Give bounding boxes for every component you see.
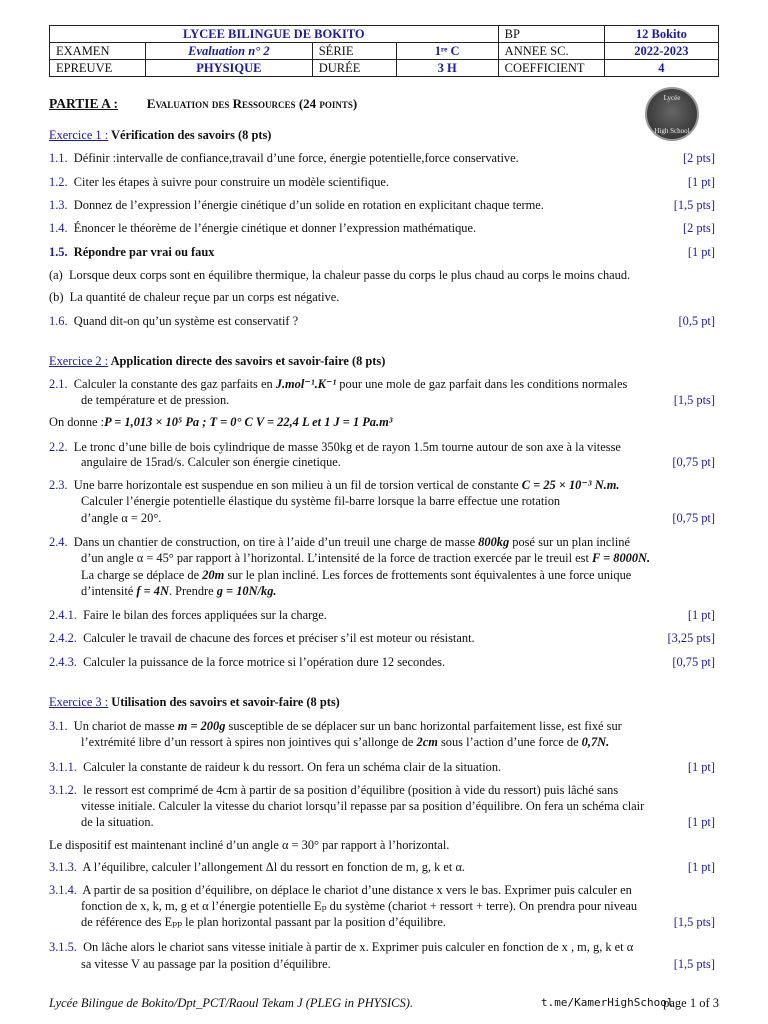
question-text: susceptible de se déplacer sur un banc horizontal parfaitement lisse, est fixé sur [225, 719, 622, 733]
exercice-1-title: Vérification des savoirs (8 pts) [111, 128, 272, 142]
header-table [49, 25, 719, 77]
formula: F = 8000N. [591, 551, 651, 565]
question-3-1-4-cont2: de référence des Eₚₚ le plan horizontal passant par la position d’équilibre. [81, 915, 446, 929]
partie-label: PARTIE A : [49, 96, 119, 111]
serie-value: 1ʳᵉ C [396, 43, 498, 60]
question-text: Énoncer le théorème de l’énergie cinétique et donner l’expression mathématique. [73, 221, 477, 235]
question-2-4-1 [49, 608, 715, 623]
question-2-1 [49, 377, 715, 392]
question-3-1-4 [49, 883, 715, 898]
question-number: 3.1.4. [49, 883, 77, 897]
points: [0,75 pt] [672, 655, 715, 669]
question-3-1-4-cont: fonction de x, k, m, g et α l’énergie potentielle Eₚ du système (chariot + ressort + terre). On prendra pour niveau [81, 899, 638, 913]
points: [1,5 pts] [673, 198, 715, 212]
question-number: 3.1.3. [49, 860, 77, 874]
year-value: 2022-2023 [604, 43, 718, 60]
formula: 20m [202, 568, 225, 582]
item-label: (a) [49, 268, 63, 282]
question-number: 1.4. [49, 221, 68, 235]
coef-label: COEFFICIENT [498, 60, 604, 77]
exercice-3-heading [49, 695, 715, 710]
points: [0,5 pt] [678, 314, 715, 328]
question-text: Le tronc d’une bille de bois cylindrique de masse 350kg et de rayon 1.5m tourne autour de son axe à la vitesse [73, 440, 621, 454]
year-label: ANNEE SC. [498, 43, 604, 60]
question-1-1 [49, 151, 715, 166]
points: [1 pt] [687, 608, 715, 622]
answer-b [49, 290, 715, 305]
unit-text: J.mol⁻¹.K⁻¹ [275, 377, 337, 391]
question-text: Calculer la constante de raideur k du ressort. On fera un schéma clair de la situation. [83, 760, 502, 774]
question-2-3 [49, 478, 715, 493]
question-1-3 [49, 198, 715, 213]
formula: 2cm [416, 735, 438, 749]
question-number: 1.1. [49, 151, 68, 165]
question-text: Dans un chantier de construction, on tire à l’aide d’un treuil une charge de masse [73, 535, 479, 549]
points: [2 pts] [682, 151, 715, 165]
question-number: 2.3. [49, 478, 68, 492]
question-number: 1.5. [49, 245, 68, 259]
exercice-2-label: Exercice 2 : [49, 354, 109, 368]
coef-value: 4 [604, 60, 718, 77]
question-number: 2.2. [49, 440, 68, 454]
page-footer [49, 995, 719, 1011]
question-text: sous l’action d’une force de [437, 735, 582, 749]
question-text: Une barre horizontale est suspendue en son milieu à un fil de torsion vertical de constante [73, 478, 522, 492]
question-3-1-5 [49, 940, 715, 955]
question-3-1 [49, 719, 715, 734]
points: [1,5 pts] [673, 915, 715, 929]
question-text: A l’équilibre, calculer l’allongement Δl du ressort en fonction de m, g, k et α. [82, 860, 466, 874]
question-number: 1.3. [49, 198, 68, 212]
question-1-2 [49, 175, 715, 190]
question-number: 1.6. [49, 314, 68, 328]
question-text: Faire le bilan des forces appliquées sur la charge. [83, 608, 327, 622]
question-3-1-cont [49, 735, 715, 750]
question-2-3-cont: Calculer l’énergie potentielle élastique du système fil-barre lorsque la barre effectue une rotation [81, 494, 561, 508]
question-2-1-cont: de température et de pression. [81, 393, 230, 407]
exercice-3-title: Utilisation des savoirs et savoir-faire (8 pts) [111, 695, 340, 709]
points: [3,25 pts] [667, 631, 715, 645]
question-number: 2.4. [49, 535, 68, 549]
exam-value: Evaluation n° 2 [146, 43, 313, 60]
answer-a [49, 268, 715, 283]
item-text: La quantité de chaleur reçue par un corps est négative. [69, 290, 340, 304]
formula: g = 10N/kg. [216, 584, 277, 598]
question-text: Calculer la puissance de la force motrice si l’opération dure 12 secondes. [83, 655, 446, 669]
logo-top-text: Lycée [663, 94, 681, 102]
question-2-4-2 [49, 631, 715, 646]
question-3-1-2-cont: vitesse initiale. Calculer la vitesse du chariot lorsqu’il repasse par sa position d’équilibre. On fera un schéma clair [81, 799, 645, 813]
question-3-1-2 [49, 783, 715, 798]
question-number: 1.2. [49, 175, 68, 189]
points: [1 pt] [687, 175, 715, 189]
question-2-4-line4 [49, 584, 715, 599]
page-number: page 1 of 3 [663, 996, 719, 1010]
points: [1 pt] [687, 860, 715, 874]
footer-link[interactable]: t.me/KamerHighSchool [541, 996, 674, 1009]
points: [0,75 pt] [672, 511, 715, 525]
question-text: Calculer le travail de chacune des forces et préciser s’il est moteur ou résistant. [83, 631, 475, 645]
question-3-1-3 [49, 860, 715, 875]
duree-value: 3 H [396, 60, 498, 77]
question-number: 2.1. [49, 377, 68, 391]
question-number: 3.1.2. [49, 783, 77, 797]
question-number: 3.1. [49, 719, 68, 733]
question-text: le ressort est comprimé de 4cm à partir de sa position d’équilibre (position à vide du ressort) puis lâché sans [83, 783, 619, 797]
question-2-2-cont: angulaire de 15rad/s. Calculer son énergie cinetique. [81, 455, 341, 469]
question-1-5 [49, 245, 715, 260]
question-text: d’intensité [81, 584, 137, 598]
exam-label: EXAMEN [50, 43, 146, 60]
school-name: LYCEE BILINGUE DE BOKITO [50, 26, 499, 43]
bp-value: 12 Bokito [604, 26, 718, 43]
question-number: 3.1.1. [49, 760, 77, 774]
exercice-3-label: Exercice 3 : [49, 695, 109, 709]
points: [1,5 pts] [673, 957, 715, 971]
item-label: (b) [49, 290, 64, 304]
points: [0,75 pt] [672, 455, 715, 469]
partie-heading [49, 96, 715, 111]
exercice-1-heading [49, 128, 715, 143]
question-text: Citer les étapes à suivre pour construire un modèle scientifique. [73, 175, 389, 189]
epreuve-value: PHYSIQUE [146, 60, 313, 77]
question-text: Un chariot de masse [73, 719, 178, 733]
formula: m = 200g [177, 719, 226, 733]
points: [1,5 pts] [673, 393, 715, 407]
question-text: posé sur un plan incliné [509, 535, 630, 549]
incline-statement: Le dispositif est maintenant incliné d’un angle α = 30° par rapport à l’horizontal. [49, 838, 450, 852]
exercice-2-title: Application directe des savoirs et savoir-faire (8 pts) [110, 354, 386, 368]
question-text: La charge se déplace de [81, 568, 203, 582]
question-2-4-3 [49, 655, 715, 670]
given-label: On donne : [49, 415, 105, 429]
question-text: l’extrémité libre d’un ressort à spires non jointives qui s’allonge de [81, 735, 417, 749]
question-3-1-1 [49, 760, 715, 775]
question-text: Définir :intervalle de confiance,travail d’une force, énergie potentielle,force conservative. [73, 151, 519, 165]
question-text: pour une mole de gaz parfait dans les conditions normales [336, 377, 628, 391]
question-text: On lâche alors le chariot sans vitesse initiale à partir de x. Exprimer puis calculer en fonction de x , m, g, k et α [83, 940, 634, 954]
question-text: Calculer la constante des gaz parfaits en [73, 377, 276, 391]
epreuve-label: EPREUVE [50, 60, 146, 77]
question-text: d’un angle α = 45° par rapport à l’horizontal. L’intensité de la force de traction exercée par le treuil est [81, 551, 592, 565]
partie-title: Evaluation des Ressources (24 points) [146, 96, 358, 111]
formula: C = 25 × 10⁻³ N.m. [521, 478, 620, 492]
question-number: 2.4.2. [49, 631, 77, 645]
given-values [49, 415, 715, 430]
points: [2 pts] [682, 221, 715, 235]
points: [1 pt] [687, 815, 715, 829]
duree-label: DURÉE [312, 60, 396, 77]
bp-label: BP [498, 26, 604, 43]
given-formula: P = 1,013 × 10⁵ Pa ; T = 0° C V = 22,4 L et 1 J = 1 Pa.m³ [104, 415, 393, 429]
question-1-6 [49, 314, 715, 329]
question-text: sur le plan incliné. Les forces de frottements sont équivalentes à une force unique [224, 568, 632, 582]
question-2-4-line3 [49, 568, 715, 583]
question-number: 3.1.5. [49, 940, 77, 954]
item-text: Lorsque deux corps sont en équilibre thermique, la chaleur passe du corps le plus chaud au corps le moins chaud. [68, 268, 631, 282]
question-1-4 [49, 221, 715, 236]
formula: f = 4N [136, 584, 169, 598]
formula: 800kg [478, 535, 510, 549]
question-text: Répondre par vrai ou faux [73, 245, 215, 259]
question-text: Quand dit-on qu’un système est conservatif ? [73, 314, 299, 328]
question-2-3-cont2: d’angle α = 20°. [81, 511, 162, 525]
question-3-1-2-cont2: de la situation. [81, 815, 154, 829]
points: [1 pt] [687, 760, 715, 774]
question-text: A partir de sa position d’équilibre, on déplace le chariot d’une distance x vers le bas. Exprimer puis calculer en [82, 883, 632, 897]
exercice-2-heading [49, 354, 715, 369]
question-3-1-5-cont: sa vitesse V au passage par la position d’équilibre. [81, 957, 331, 971]
question-number: 2.4.1. [49, 608, 77, 622]
question-2-4-line2 [49, 551, 715, 566]
points: [1 pt] [687, 245, 715, 259]
question-2-4 [49, 535, 715, 550]
logo-bottom-text: High School [654, 127, 690, 135]
formula: 0,7N. [581, 735, 610, 749]
footer-author: Lycée Bilingue de Bokito/Dpt_PCT/Raoul Tekam J (PLEG in PHYSICS). [49, 996, 414, 1010]
question-text: . Prendre [168, 584, 217, 598]
question-2-2 [49, 440, 715, 455]
question-text: Donnez de l’expression l’énergie cinétique d’un solide en rotation en explicitant chaque terme. [73, 198, 544, 212]
question-number: 2.4.3. [49, 655, 77, 669]
serie-label: SÉRIE [312, 43, 396, 60]
exercice-1-label: Exercice 1 : [49, 128, 109, 142]
